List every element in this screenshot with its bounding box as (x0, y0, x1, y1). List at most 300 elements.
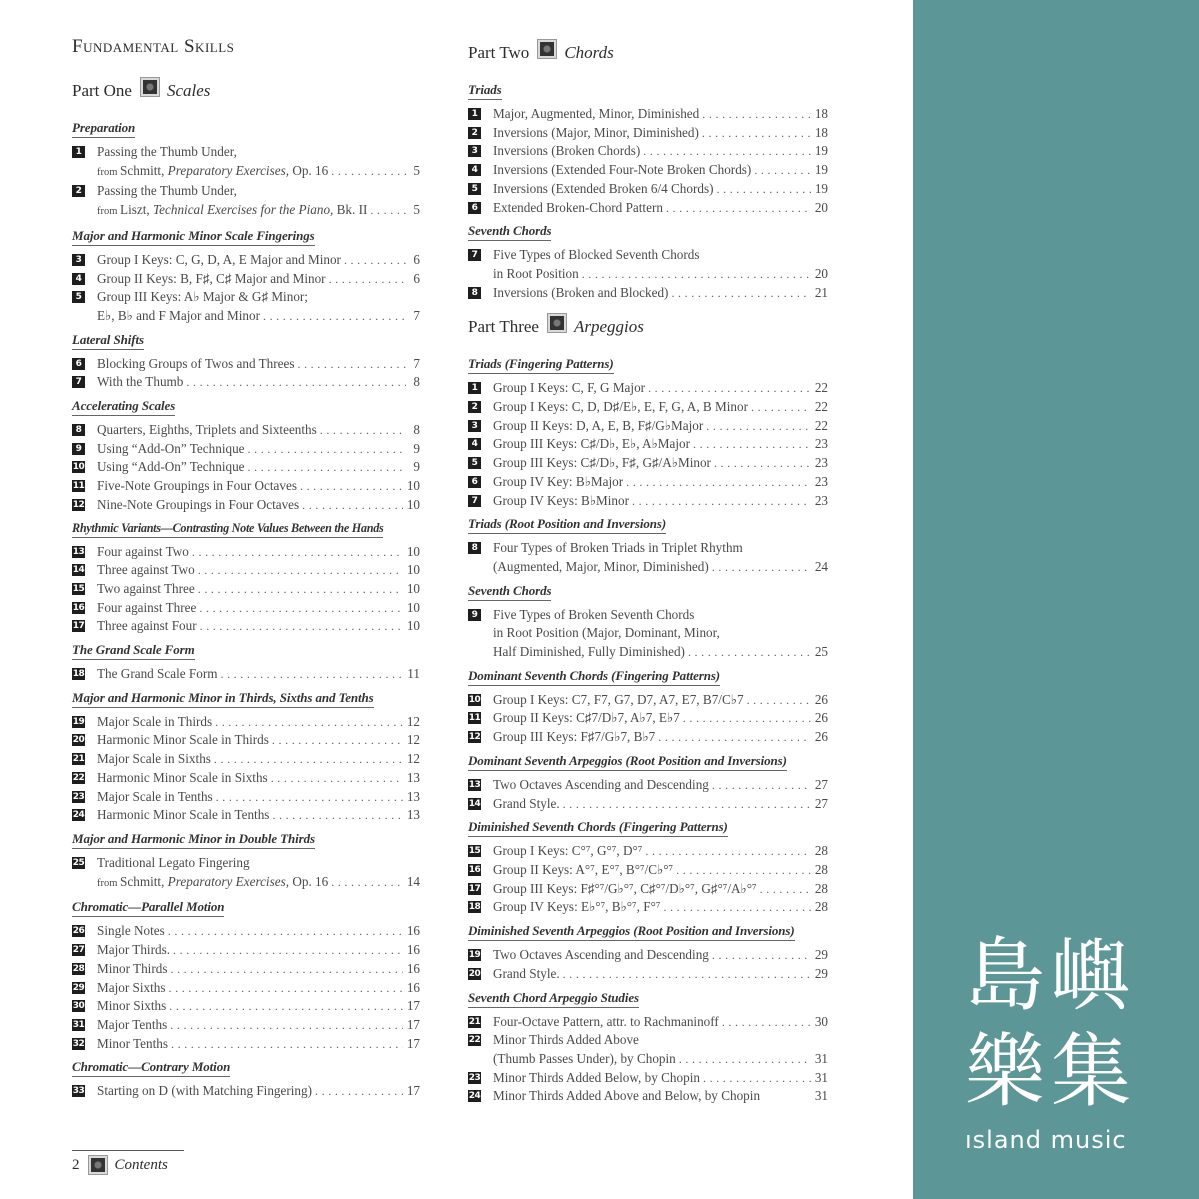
toc-entry[interactable] (468, 492, 828, 511)
exercise-number-badge: 5 (468, 183, 481, 195)
entry-text (97, 599, 420, 618)
toc-entry[interactable] (72, 143, 420, 182)
entry-line (493, 842, 828, 861)
exercise-number-badge: 11 (468, 713, 481, 724)
right-column (468, 40, 828, 1106)
logo-line-2: 樂集 (965, 1025, 1137, 1118)
entry-text (97, 1035, 420, 1054)
dot-leader (658, 728, 811, 747)
toc-entry[interactable] (468, 965, 828, 984)
entry-line (493, 142, 828, 161)
dot-leader (186, 373, 406, 392)
toc-entry[interactable] (72, 251, 420, 270)
entry-line (97, 270, 420, 289)
exercise-number-badge: 12 (468, 732, 481, 743)
entry-title-text: in Root Position (493, 265, 579, 281)
entry-title-text: Four against Three (97, 599, 197, 615)
entry-line (493, 795, 828, 814)
dot-leader (169, 997, 403, 1016)
page-number: 18 (814, 106, 828, 121)
toc-entry[interactable] (72, 458, 420, 477)
exercise-number-badge: 17 (72, 621, 85, 632)
entry-text (493, 861, 828, 880)
entry-title (97, 251, 341, 270)
entry-title (97, 288, 308, 307)
entry-title-text: Group II Keys: A°⁷, E°⁷, B°⁷/C♭°⁷ (493, 861, 674, 877)
toc-entry[interactable] (468, 398, 828, 417)
exercise-number-badge: 5 (468, 457, 481, 469)
entry-title-text: Schmitt, (120, 873, 168, 889)
entry-title (493, 142, 640, 161)
dot-leader (582, 265, 811, 284)
dot-leader (717, 180, 811, 199)
dot-leader (563, 965, 811, 984)
entry-title (493, 1069, 700, 1088)
entry-line (97, 617, 420, 636)
island-music-logo (965, 928, 1155, 1154)
dot-leader (760, 880, 811, 899)
dot-leader (302, 496, 403, 515)
toc-entry[interactable] (468, 379, 828, 398)
entry-title (97, 373, 183, 392)
entry-line (97, 1082, 420, 1101)
entry-line (493, 539, 828, 558)
entry-title-text: Major Tenths (97, 1016, 168, 1032)
page-number: 13 (406, 788, 420, 804)
entry-line (97, 251, 420, 270)
toc-entry[interactable] (72, 355, 420, 374)
toc-entry[interactable] (468, 842, 828, 861)
page-number: 10 (406, 478, 420, 494)
toc-entry[interactable] (72, 617, 420, 636)
page-number: 10 (406, 599, 420, 615)
entry-title-text: Passing the Thumb Under, (97, 183, 237, 199)
entry-text (97, 440, 420, 459)
entry-text (493, 454, 828, 473)
page-number: 12 (406, 732, 420, 748)
page-number: 12 (406, 713, 420, 729)
entry-title (97, 355, 294, 374)
toc-entry[interactable] (468, 728, 828, 747)
entry-line (493, 246, 828, 265)
toc-entry[interactable] (468, 473, 828, 492)
exercise-number-badge: 21 (468, 1016, 481, 1027)
entry-title-text: Inversions (Extended Broken 6/4 Chords) (493, 180, 714, 196)
toc-entry[interactable] (468, 180, 828, 199)
dot-leader (666, 199, 811, 218)
exercise-number-badge: 8 (468, 287, 481, 299)
entry-line (97, 440, 420, 459)
entry-text (97, 182, 420, 221)
exercise-number-badge: 22 (468, 1035, 481, 1046)
toc-entry[interactable] (72, 580, 420, 599)
toc-section (72, 825, 420, 893)
toc-entry[interactable] (72, 731, 420, 750)
entry-text (97, 731, 420, 750)
entry-title (493, 265, 579, 284)
section-heading: Seventh Chord Arpeggio Studies (468, 990, 639, 1008)
toc-entry[interactable] (72, 1082, 420, 1101)
logo-english: ısland music (965, 1126, 1127, 1154)
entry-title (97, 477, 297, 496)
toc-entry[interactable] (468, 946, 828, 965)
entry-title-text: Using “Add-On” Technique (97, 459, 245, 475)
toc-entry[interactable] (468, 861, 828, 880)
page-number: 19 (814, 143, 828, 159)
emblem-icon (88, 1155, 108, 1175)
section-heading: Major and Harmonic Minor in Double Thirds (72, 831, 315, 849)
section-heading: Triads (Fingering Patterns) (468, 356, 614, 374)
entry-line (493, 861, 828, 880)
entry-title (493, 898, 660, 917)
entry-text (493, 606, 828, 662)
toc-entry[interactable] (72, 788, 420, 807)
entry-line (493, 473, 828, 492)
exercise-number-badge: 18 (72, 669, 85, 680)
toc-entry[interactable] (468, 539, 828, 576)
dot-leader (645, 842, 810, 861)
entry-text (97, 421, 420, 440)
entry-line (97, 543, 420, 562)
exercise-number-badge: 6 (468, 476, 481, 488)
dot-leader (320, 421, 406, 440)
toc-entry[interactable] (72, 543, 420, 562)
toc-entry[interactable] (468, 199, 828, 218)
entry-line (97, 288, 420, 307)
entry-title (493, 398, 748, 417)
page-number: 12 (406, 751, 420, 767)
entry-title (97, 1016, 167, 1035)
entry-line (493, 624, 828, 643)
exercise-number-badge: 19 (468, 950, 481, 961)
toc-entry[interactable] (468, 1069, 828, 1088)
entry-line (493, 880, 828, 899)
page-number: 10 (406, 562, 420, 578)
entry-title-text: Blocking Groups of Twos and Threes (97, 355, 295, 371)
exercise-number-badge: 27 (72, 945, 85, 956)
toc-entry[interactable] (468, 795, 828, 814)
entry-title (493, 776, 709, 795)
toc-entry[interactable] (72, 941, 420, 960)
entry-line (97, 496, 420, 515)
toc-entry[interactable] (72, 806, 420, 825)
toc-entry[interactable] (72, 665, 420, 684)
exercise-number-badge: 10 (468, 694, 481, 705)
dot-leader (192, 543, 403, 562)
toc-entry[interactable] (468, 105, 828, 124)
entry-title-text: Grand Style. (493, 965, 560, 981)
dot-leader (679, 1050, 811, 1069)
entry-title-text: Passing the Thumb Under, (97, 144, 237, 159)
toc-entry[interactable] (72, 750, 420, 769)
dot-leader (263, 307, 406, 326)
entry-title (97, 182, 237, 201)
exercise-number-badge: 7 (468, 249, 481, 261)
entry-text (97, 854, 420, 893)
entry-title (493, 861, 673, 880)
entry-title-text: Major Thirds. (97, 942, 171, 958)
entry-title (493, 606, 694, 625)
toc-entry[interactable] (468, 161, 828, 180)
entry-title-text: Schmitt, (120, 162, 168, 178)
toc-entry[interactable] (468, 124, 828, 143)
exercise-number-badge: 2 (468, 401, 481, 413)
entry-text (493, 105, 828, 124)
page-number: 5 (413, 162, 420, 178)
toc-section (468, 813, 828, 917)
page-title: Fundamental Skills (72, 36, 235, 57)
entry-text (493, 946, 828, 965)
entry-title-text: Group I Keys: C, D, D♯/E♭, E, F, G, A, B Minor (493, 399, 748, 415)
toc-entry[interactable] (468, 709, 828, 728)
exercise-number-badge: 4 (468, 438, 481, 450)
entry-title (493, 105, 699, 124)
toc-entry[interactable] (72, 496, 420, 515)
section-heading: Preparation (72, 120, 135, 138)
entry-line (493, 965, 828, 984)
entry-text (493, 284, 828, 303)
section-heading: Seventh Chords (468, 583, 551, 601)
exercise-number-badge: 23 (468, 1072, 481, 1083)
toc-entry[interactable] (468, 246, 828, 283)
entry-line (97, 307, 420, 326)
dot-leader (632, 492, 811, 511)
exercise-number-badge: 15 (72, 583, 85, 594)
entry-title (493, 1050, 676, 1069)
page-number: 17 (406, 1083, 420, 1099)
entry-line (97, 201, 420, 222)
entry-title-text: Inversions (Broken Chords) (493, 143, 641, 159)
exercise-number-badge: 6 (468, 202, 481, 214)
toc-entry[interactable] (468, 1013, 828, 1032)
entry-text (97, 665, 420, 684)
entry-text (493, 379, 828, 398)
entry-line (493, 946, 828, 965)
page-number: 19 (814, 180, 828, 196)
toc-entry[interactable] (468, 776, 828, 795)
toc-entry[interactable] (72, 561, 420, 580)
entry-title (97, 421, 317, 440)
dot-leader (215, 713, 403, 732)
toc-entry[interactable] (72, 288, 420, 325)
entry-title (493, 728, 655, 747)
toc-entry[interactable] (72, 854, 420, 893)
entry-text (493, 142, 828, 161)
entry-title (97, 806, 269, 825)
entry-title-text: Inversions (Broken and Blocked) (493, 284, 669, 300)
page-number: 13 (406, 769, 420, 785)
entry-title (493, 473, 623, 492)
emblem-icon (537, 39, 557, 59)
entry-title-text: Harmonic Minor Scale in Thirds (97, 732, 269, 748)
dot-leader (315, 1082, 403, 1101)
entry-text (97, 543, 420, 562)
entry-title (97, 960, 167, 979)
toc-entry[interactable] (72, 270, 420, 289)
entry-line (493, 124, 828, 143)
toc-entry[interactable] (72, 182, 420, 221)
entry-title-text: Five-Note Groupings in Four Octaves (97, 478, 297, 494)
page-number: 28 (814, 861, 828, 877)
entry-line (493, 398, 828, 417)
exercise-number-badge: 19 (72, 716, 85, 727)
toc-entry[interactable] (72, 477, 420, 496)
entry-title-text: Group IV Keys: E♭°⁷, B♭°⁷, F°⁷ (493, 899, 661, 915)
entry-text (493, 898, 828, 917)
entry-title (97, 788, 213, 807)
dot-leader (722, 1013, 811, 1032)
toc-entry[interactable] (72, 960, 420, 979)
entry-text (493, 1069, 828, 1088)
page-number: 22 (814, 399, 828, 415)
entry-title-text: Group III Keys: C♯/D♭, F♯, G♯/A♭Minor (493, 455, 711, 471)
dot-leader (643, 142, 811, 161)
entry-title-text: Extended Broken-Chord Pattern (493, 199, 663, 215)
entry-line (493, 435, 828, 454)
entry-title (97, 201, 367, 222)
entry-title-text: Two Octaves Ascending and Descending (493, 776, 709, 792)
from-label: from (97, 166, 121, 178)
toc-section (72, 326, 420, 392)
exercise-number-badge: 18 (468, 902, 481, 913)
toc-entry[interactable] (468, 1087, 828, 1106)
entry-line (493, 691, 828, 710)
entry-title-text: Four Types of Broken Triads in Triplet Rhythm (493, 540, 743, 556)
toc-entry[interactable] (468, 606, 828, 662)
dot-leader (712, 776, 811, 795)
entry-line (97, 873, 420, 894)
toc-entry[interactable] (72, 997, 420, 1016)
entry-text (493, 728, 828, 747)
part-one-heading (72, 78, 420, 104)
emblem-icon (140, 77, 160, 97)
page-number: 13 (406, 807, 420, 823)
toc-entry[interactable] (72, 979, 420, 998)
toc-entry[interactable] (468, 454, 828, 473)
section-heading: Diminished Seventh Arpeggios (Root Position and Inversions) (468, 923, 795, 941)
toc-entry[interactable] (468, 284, 828, 303)
entry-title-text: Five Types of Broken Seventh Chords (493, 606, 695, 622)
toc-entry[interactable] (72, 599, 420, 618)
entry-title (493, 842, 642, 861)
entry-text (97, 788, 420, 807)
toc-entry[interactable] (72, 922, 420, 941)
entry-title-text: Grand Style. (493, 795, 560, 811)
entry-line (97, 1016, 420, 1035)
entry-text (493, 1087, 828, 1106)
page-number: 28 (814, 843, 828, 859)
entry-text (97, 1016, 420, 1035)
toc-entry[interactable] (468, 417, 828, 436)
toc-section (72, 893, 420, 1053)
entry-title (97, 162, 328, 183)
toc-section (72, 114, 420, 222)
toc-entry[interactable] (72, 1016, 420, 1035)
exercise-number-badge: 29 (72, 982, 85, 993)
toc-entry[interactable] (468, 1031, 828, 1068)
exercise-number-badge: 16 (72, 602, 85, 613)
entry-title-text: (Augmented, Major, Minor, Diminished) (493, 558, 709, 574)
entry-text (97, 251, 420, 270)
exercise-number-badge: 24 (72, 810, 85, 821)
dot-leader (173, 941, 403, 960)
section-heading: Chromatic—Parallel Motion (72, 899, 224, 917)
dot-leader (751, 398, 811, 417)
entry-line (493, 379, 828, 398)
opus-text: Op. 16 (289, 873, 329, 889)
dot-leader (248, 440, 406, 459)
toc-entry[interactable] (72, 1035, 420, 1054)
exercise-number-badge: 3 (72, 254, 85, 266)
toc-entry[interactable] (72, 373, 420, 392)
entry-title (97, 750, 211, 769)
entry-title (97, 580, 195, 599)
exercise-number-badge: 15 (468, 846, 481, 857)
dot-leader (331, 873, 403, 892)
toc-entry[interactable] (72, 769, 420, 788)
toc-entry[interactable] (468, 691, 828, 710)
entry-line (97, 788, 420, 807)
entry-title (97, 561, 195, 580)
dot-leader (714, 454, 811, 473)
exercise-number-badge: 1 (468, 108, 481, 120)
dot-leader (168, 922, 403, 941)
from-label: from (97, 206, 121, 218)
entry-line (493, 417, 828, 436)
entry-line (493, 728, 828, 747)
toc-entry[interactable] (72, 440, 420, 459)
toc-entry[interactable] (72, 421, 420, 440)
entry-title-text: Group III Keys: F♯°⁷/G♭°⁷, C♯°⁷/D♭°⁷, G♯°⁷/A♭°⁷ (493, 880, 757, 896)
entry-title (493, 284, 668, 303)
toc-entry[interactable] (468, 880, 828, 899)
exercise-number-badge: 4 (72, 273, 85, 285)
exercise-number-badge: 2 (72, 185, 85, 197)
entry-line (97, 731, 420, 750)
entry-text (493, 199, 828, 218)
entry-text (97, 270, 420, 289)
entry-title (493, 435, 690, 454)
exercise-number-badge: 14 (468, 798, 481, 809)
page-number: 23 (814, 455, 828, 471)
entry-line (493, 265, 828, 284)
entry-line (493, 492, 828, 511)
page-number: 29 (814, 947, 828, 963)
entry-title-text: Major Sixths (97, 979, 166, 995)
toc-entry[interactable] (72, 713, 420, 732)
exercise-number-badge: 9 (468, 609, 481, 621)
entry-title (493, 965, 560, 984)
toc-entry[interactable] (468, 142, 828, 161)
entry-title (493, 417, 703, 436)
entry-line (493, 709, 828, 728)
entry-text (97, 458, 420, 477)
section-heading: Major and Harmonic Minor Scale Fingerings (72, 228, 315, 246)
page-number: 17 (406, 1016, 420, 1032)
section-heading: Dominant Seventh Chords (Fingering Patterns) (468, 668, 720, 686)
toc-entry[interactable] (468, 898, 828, 917)
page-number: 26 (814, 691, 828, 707)
entry-title (493, 454, 711, 473)
toc-entry[interactable] (468, 435, 828, 454)
exercise-number-badge: 5 (72, 291, 85, 303)
part-two-sections (468, 76, 828, 302)
entry-line (493, 161, 828, 180)
entry-text (493, 473, 828, 492)
section-heading: Dominant Seventh Arpeggios (Root Position and Inversions) (468, 753, 787, 771)
page-number: 16 (406, 942, 420, 958)
entry-line (493, 606, 828, 625)
